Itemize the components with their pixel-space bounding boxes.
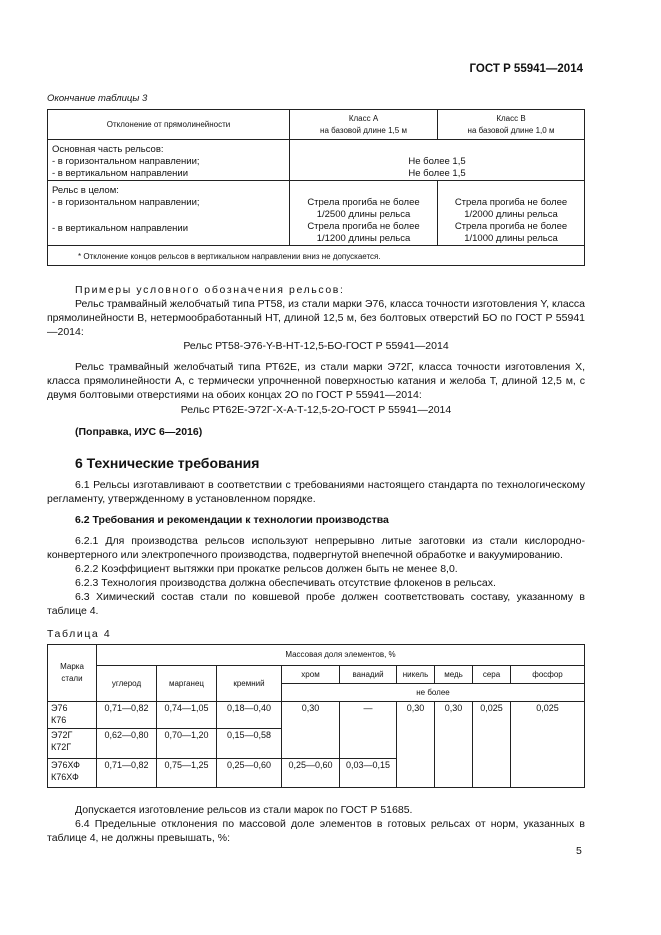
t4-col-vanadium: ванадий [340,666,397,684]
section-6-2-heading: 6.2 Требования и рекомендации к технологии производства [75,514,389,526]
t4-col-carbon: углерод [97,666,157,702]
t3-head-class-b: Класс В на базовой длине 1,0 м [438,110,585,140]
t4-col-chromium: хром [282,666,340,684]
t4-cell: 0,74—1,05 [157,702,217,729]
t3-footnote: * Отклонение концов рельсов в вертикальном направлении вниз не допускается. [48,246,585,266]
table3-caption: Окончание таблицы 3 [47,93,148,104]
table-row: Э76 К76 [48,702,97,729]
t3-main-part-values: Не более 1,5 Не более 1,5 [290,140,585,181]
table-row: Э76ХФ К76ХФ [48,759,97,788]
example-1-text: Рельс трамвайный желобчатый типа РТ58, из стали марки Э76, класса точности изготовления Y, класса прямолинейности В, нетермообработанный НТ, длиной 12,5 м, без болтовых отверстий БО по ГОСТ Р 55941—2014: [47,298,585,338]
t4-cell: 0,71—0,82 [97,759,157,788]
t4-cell: 0,70—1,20 [157,729,217,759]
t4-cell-sulfur: 0,025 [473,702,511,788]
t3-head-deviation: Отклонение от прямолинейности [48,110,290,140]
document-code: ГОСТ Р 55941—2014 [469,63,583,75]
t4-head-grade: Марка стали [48,645,97,702]
section-6-heading: 6 Технические требования [75,455,260,471]
t4-col-phosphorus: фосфор [511,666,585,684]
t4-head-mass-fraction: Массовая доля элементов, % [97,645,585,666]
t4-max-label: не более [282,684,585,702]
t4-cell: 0,15—0,58 [217,729,282,759]
example-2-code: Рельс РТ62Е-Э72Г-Х-А-Т-12,5-2О-ГОСТ Р 55941—2014 [180,404,452,416]
t4-cell: 0,18—0,40 [217,702,282,729]
t4-col-copper: медь [435,666,473,684]
paragraph-6-4: 6.4 Предельные отклонения по массовой доле элементов в готовых рельсах от норм, указанных в таблице 4, не должны превышать, %: [47,818,585,844]
table4-title: Таблица 4 [47,628,112,640]
t4-cell-phosphorus: 0,025 [511,702,585,788]
table-row: Э72Г К72Г [48,729,97,759]
table-3 [47,109,585,266]
paragraph-allowed-grades: Допускается изготовление рельсов из стали марок по ГОСТ Р 51685. [75,804,413,816]
t4-cell-copper: 0,30 [435,702,473,788]
t4-col-manganese: марганец [157,666,217,702]
t4-col-silicon: кремний [217,666,282,702]
t4-cell-vanadium-shared: — [340,702,397,759]
t4-cell: 0,03—0,15 [340,759,397,788]
examples-title: Примеры условного обозначения рельсов: [75,284,345,296]
paragraph-6-2-1: 6.2.1 Для производства рельсов используют непрерывно литые заготовки из стали кислородно-конвертерного или электропечного производства, подвергнутой внепечной обработке и вакуумированию. [47,535,585,561]
example-1-code: Рельс РТ58-Э76-Y-В-НТ-12,5-БО-ГОСТ Р 55941—2014 [183,340,449,352]
t3-class-a-values: Стрела прогиба не более 1/2500 длины рельса Стрела прогиба не более 1/1200 длины рельса [290,181,438,246]
t3-class-b-values: Стрела прогиба не более 1/2000 длины рельса Стрела прогиба не более 1/1000 длины рельса [438,181,585,246]
paragraph-6-2-3: 6.2.3 Технология производства должна обеспечивать отсутствие флокенов в рельсах. [75,577,496,589]
t4-cell: 0,71—0,82 [97,702,157,729]
page-number: 5 [576,845,582,857]
table-4 [47,644,585,788]
paragraph-6-1: 6.1 Рельсы изготавливают в соответствии с требованиями настоящего стандарта по технологическому регламенту, утвержденному в установленном порядке. [47,479,585,505]
example-2-text: Рельс трамвайный желобчатый типа РТ62Е, из стали марки Э72Г, класса точности изготовления Х, класса прямолинейности А, с термически упрочненной поверхностью катания и желоба Т, длиной 12,5 м, с двумя болтовыми отверстиями на обоих концах 2О по ГОСТ Р 55941—2014: [47,361,585,401]
t3-row-whole-rail: Рельс в целом: - в горизонтальном направлении; - в вертикальном направлении [48,181,290,246]
t3-head-class-a: Класс А на базовой длине 1,5 м [290,110,438,140]
t4-cell: 0,25—0,60 [217,759,282,788]
t3-row-main-part: Основная часть рельсов: - в горизонтальном направлении; - в вертикальном направлении [48,140,290,181]
t4-cell: 0,75—1,25 [157,759,217,788]
amendment-note: (Поправка, ИУС 6—2016) [75,426,203,438]
t4-cell-chromium-shared: 0,30 [282,702,340,759]
t4-col-sulfur: сера [473,666,511,684]
paragraph-6-2-2: 6.2.2 Коэффициент вытяжки при прокатке рельсов должен быть не менее 8,0. [75,563,458,575]
t4-cell-nickel: 0,30 [397,702,435,788]
t4-cell: 0,62—0,80 [97,729,157,759]
t4-col-nickel: никель [397,666,435,684]
t4-cell: 0,25—0,60 [282,759,340,788]
paragraph-6-3: 6.3 Химический состав стали по ковшевой пробе должен соответствовать составу, указанному в таблице 4. [47,591,585,617]
